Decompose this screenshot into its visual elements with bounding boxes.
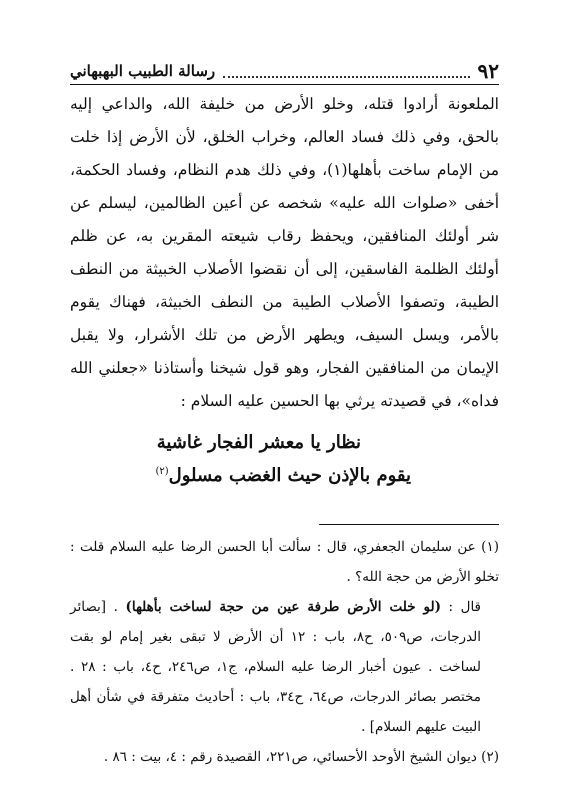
verse-line-2-text: يقوم بالإذن حيث الغضب مسلول bbox=[168, 465, 411, 486]
footnote-1-prefix: قال : bbox=[448, 599, 482, 615]
footnote-marker-2: (٢) bbox=[155, 466, 169, 477]
footnote-1-sources: . [بصائر الدرجات، ص٥٠٩، ح٨، باب : ١٢ أن الأرض لا تبقى بغير إمام لو بقت لساخت . عيون أخبار الرضا عليه السلام، ج١، ص٢٤٦، ح٤، باب : ٢٨ . مختصر بصائر الدرجات، ص٦٤، ح٣٤، باب : أحاديث متفرقة في شأن أهل البيت عليهم السلام] . bbox=[70, 599, 482, 735]
page-header bbox=[70, 56, 499, 85]
footnote-divider bbox=[319, 524, 499, 525]
main-text bbox=[70, 88, 499, 418]
verse-line-1 bbox=[70, 432, 499, 453]
footnote-2: (٢) ديوان الشيخ الأوحد الأحسائي، ص٢٢١، القصيدة رقم : ٤، بيت : ٨٦ . bbox=[103, 749, 499, 765]
footnote-1-quote: (لو خلت الأرض طرفة عين من حجة لساخت بأهلها) bbox=[125, 599, 441, 615]
footnote-1-answer bbox=[70, 592, 499, 742]
header-dotted-leader bbox=[223, 76, 469, 78]
verse-line-2 bbox=[70, 465, 499, 486]
footnote-1-question: (١) عن سليمان الجعفري، قال : سألت أبا الحسن الرضا عليه السلام قلت : تخلو الأرض من حجة الله؟ . bbox=[70, 539, 499, 585]
footnotes bbox=[70, 532, 499, 772]
page-number: ٩٢ bbox=[477, 59, 499, 83]
body-paragraph: الملعونة أرادوا قتله، وخلو الأرض من خليفة الله، والداعي إليه بالحق، وفي ذلك فساد العالم، وخراب الخلق، لأن الأرض إذا خلت من الإمام ساخت بأهلها(١)، وفي ذلك هدم النظام، وفساد الحكمة، أخفى «صلوات الله عليه» شخصه عن أعين الظالمين، ليسلم عن شر أولئك المنافقين، ويحفظ رقاب شيعته المقرين به، عن ظلم أولئك الظلمة الفاسقين، إلى أن نقضوا الأصلاب الخبيثة من النطف الطيبة، وتصفوا الأصلاب الطيبة من النطف الخبيثة، فهناك يقوم بالأمر، ويسل السيف، ويطهر الأرض من تلك الأشرار، ولا يقبل الإيمان من المنافقين الفجار، وهو قول شيخنا وأستاذنا «جعلني الله فداه»، في قصيدته يرثي بها الحسين عليه السلام : bbox=[70, 95, 499, 410]
running-title: رسالة الطبيب البهبهاني bbox=[70, 62, 216, 80]
verse-line-1-text: نظار يا معشر الفجار غاشية bbox=[156, 432, 361, 453]
